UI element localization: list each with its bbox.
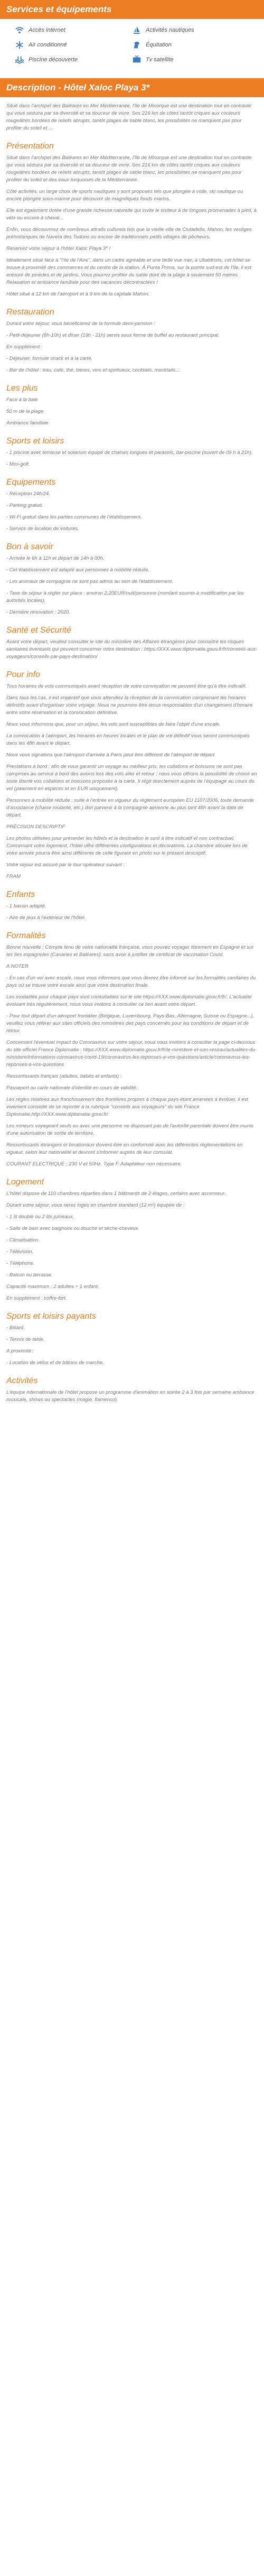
section (6, 626, 258, 661)
section-title: Présentation (6, 142, 54, 151)
section-paragraph: - Parking gratuit. (6, 503, 43, 508)
section-paragraph: L'équipe internationale de l'hôtel propose un programme d'animation en soirée 2 à 3 fois par semaine ambiance musicale, shows ou spectacles (magie, flamenco). (6, 1389, 254, 1403)
section (6, 1178, 258, 1302)
pool-icon (15, 55, 24, 64)
section (6, 1312, 258, 1367)
section-paragraph: - Dernière rénovation : 2020. (6, 609, 70, 615)
section-paragraph: - Les animaux de compagnie ne sont pas admis au sein de l'établissement. (6, 579, 174, 585)
section-paragraph: - Taxe de séjour à régler sur place : environ 2,20EUR/nuit/personne (montant soumis à modification par les autorités locales). (6, 590, 244, 604)
section-paragraph: Concernant l'éventuel impact du Coronavirus sur votre séjour, nous vous invitons à consulter la page ci-dessous du site officiel France Diplomatie : https://XXX.www.diplomatie.gouv.fr/fr/le-ministere-et-son-reseau/actualites-du-ministere/informations-coronavirus-covid-19/coronavirus-les-reponses-a-vos-questions/article/coronavirus-les-reponses-a-vos-questions (6, 1040, 257, 1068)
feature-piscine (15, 55, 132, 64)
section-paragraph: Dans tous les cas, il est impératif que vous attendiez la réception de la convocation comprenant les horaires définitifs avant d'organiser votre voyage. Nous ne pourrons être tenus responsables d'un changement d'horaire entre votre réservation et la convocation définitive. (6, 695, 253, 716)
section-paragraph: Face à la baie (6, 397, 38, 403)
section-paragraph: A proximité : (6, 1348, 34, 1354)
section-title: Bon à savoir (6, 542, 53, 551)
section (6, 308, 258, 374)
section-paragraph: - Wi-Fi gratuit dans les parties communes de l'établissement. (6, 514, 142, 520)
section-paragraph: - Billard. (6, 1325, 25, 1331)
section-paragraph: - Tennis de table. (6, 1337, 45, 1342)
feature-clim (15, 40, 132, 50)
section-title: Equipements (6, 478, 56, 487)
wifi-icon (15, 25, 24, 35)
section (6, 384, 258, 427)
section-paragraph: Durant votre séjour, vous serez logés en chambre standard (12 m²) équipée de : (6, 1202, 185, 1208)
section-paragraph: La convocation à l'aéroport, les horaires en heures locales et le plan de vol définitif vous seront communiqués dans les 48h avant le départ. (6, 733, 250, 746)
description-intro: Situé dans l'archipel des Baléares en Mer Méditerranée, l'île de Minorque est une destination tout en contraste qui vous séduira par sa diversité et sa douceur de vivre. Ses 216 km de côtes tantôt criques aux couleurs rougeâtres bordées de reliefs abrupts, tantôt plages de sable blanc, les possibilités ne manquent pas pour profiter du soleil et ... (6, 103, 252, 131)
feature-equitation (132, 40, 249, 50)
section-paragraph: - En cas d'un vol avec escale, nous vous informons que vous devrez être informé sur les formalités sanitaires du pays où se trouve votre escale ainsi que votre destination finale. (6, 975, 256, 988)
section-paragraph: - 1 bassin adapté. (6, 903, 46, 909)
section-paragraph: Réservez votre séjour à l'hôtel Xaloc Playa 3* ! (6, 246, 111, 252)
section-paragraph: Côté activités, un large choix de sports nautiques y sont proposés tels que plongée à voile, ski nautique ou encore plongée sous-marine pour découvrir de magnifiques fonds marins. (6, 189, 243, 202)
section (6, 670, 258, 881)
section-title: Sports et loisirs (6, 437, 64, 446)
section-paragraph: Enfin, vous découvrirez de nombreux attraits culturels tels que la vieille ville de Ciutadella, Mahon, les vestiges préhistoriques de Naveta des Tudons ou encore de traditionnels petits villages de pêcheurs. (6, 227, 252, 240)
section (6, 1376, 258, 1404)
section-paragraph: Les mineurs voyageant seuls ou avec une personne ne disposant pas de l'autorité parentale doivent être munis d'une autorisation de sortie de territoire. (6, 1123, 254, 1136)
section-paragraph: - Mini-golf. (6, 461, 30, 467)
section-paragraph: Passeport ou carte nationale d'identité en cours de validité. (6, 1085, 138, 1091)
section-paragraph: - Location de vélos et de bâtons de marche. (6, 1360, 104, 1366)
section-paragraph: Hôtel situé à 12 km de l'aéroport et à 9 km de la capitale Mahon. (6, 291, 150, 297)
section-paragraph: - Aire de jeux à l'extérieur de l'hôtel. (6, 915, 86, 921)
feature-label: Équitation (146, 42, 172, 48)
section-paragraph: En supplément : coffre-fort. (6, 1295, 67, 1301)
horse-icon (132, 40, 142, 50)
section (6, 542, 258, 616)
section-title: Sports et loisirs payants (6, 1312, 96, 1321)
section (6, 931, 258, 1168)
section-title: Pour info (6, 670, 41, 679)
section-title: Activités (6, 1376, 38, 1385)
section-paragraph: L'hôtel dispose de 110 chambres réparties dans 1 bâtiments de 2 étages, certains avec ascenseur. (6, 1191, 226, 1197)
section-paragraph: - Balcon ou terrasse. (6, 1272, 53, 1278)
feature-label: Accès internet (29, 27, 65, 33)
section-paragraph: Tous horaires de vols communiqués avant réception de votre convocation ne peuvent être qu'à titre indicatif. (6, 683, 247, 689)
section-paragraph: - Téléphone. (6, 1261, 35, 1266)
section-paragraph: - Service de location de voitures. (6, 526, 79, 532)
section-title: Les plus (6, 384, 38, 393)
services-list (0, 19, 264, 72)
section (6, 890, 258, 922)
section-paragraph: Ressortissants français (adultes, bébés et enfants) : (6, 1073, 122, 1079)
feature-nautique (132, 25, 249, 35)
section-paragraph: - Bar de l'hôtel : eau, café, thé, bières, vins et spiritueux, cocktails, mocktails... (6, 367, 180, 373)
section-paragraph: - Arrivée le 6h à 11h et départ de 14h à 00h. (6, 555, 105, 561)
section-paragraph: Avant votre départ, veuillez consulter le site du ministère des Affaires étrangères pour connaître les risques sanitaires éventuels qui peuvent concerner votre destination : https://XXX.www.diplomatie.gouv.fr/fr/conseils-aux-voyageurs/conseils-par-pays-destination/ (6, 639, 258, 660)
section-paragraph: Capacité maximum : 2 adultes + 1 enfant. (6, 1284, 99, 1290)
section-paragraph: Bonne nouvelle : Compte tenu de votre nationalité française, vous pouvez voyager librement en Espagne et sur les îles espagnoles (Canaries et Baléares), sans avoir à justifier de certificat de vaccination Covid. (6, 944, 254, 958)
section-paragraph: Les photos utilisées pour présenter les hôtels et la destination le sont à titre indicatif et non contractuel. Concernant votre logement, l'hôtel offre différentes configurations et décorations. La chambre allouée lors de votre arrivée pourra être ainsi différente de celle figurant en photo sur le présent descriptif. (6, 836, 248, 856)
section-paragraph: - Salle de bain avec baignoire ou douche et sèche-cheveux. (6, 1226, 139, 1231)
section-paragraph: Nous vous signalons que l'aéroport d'arrivée à Paris peut être différent de l'aéroport de départ. (6, 752, 216, 758)
sailboat-icon (132, 25, 142, 35)
section-paragraph: Elle est également dotée d'une grande richesse naturelle qui invite le visiteur à de longues promenades à pied, à vélo ou encore à cheval... (6, 208, 257, 221)
section-title: Restauration (6, 308, 54, 317)
description-content (0, 103, 264, 1404)
section (6, 142, 258, 298)
snowflake-icon (15, 40, 24, 50)
feature-label: Tv satellite (146, 57, 174, 63)
section-paragraph: FRAM (6, 874, 21, 879)
feature-internet (15, 25, 132, 35)
section-title: Santé et Sécurité (6, 626, 71, 635)
section-paragraph: Ambiance familiale (6, 420, 49, 426)
feature-label: Activités nautiques (146, 27, 194, 33)
section-paragraph: - Climatisation. (6, 1237, 40, 1243)
section-paragraph: - Télévision. (6, 1249, 34, 1255)
feature-label: Piscine découverte (29, 57, 78, 63)
sections-container (6, 142, 258, 1404)
section-paragraph: COURANT ELECTRIQUE : 230 V et 50Hz. Type F. Adaptateur non nécessaire. (6, 1161, 182, 1167)
section-paragraph: Idéalement situé face à "l'île de l'Aire", dans un cadre agréable et une belle vue mer, à Ubaldrons, cet hôtel se trouve à proximité des commerces et du centre de la station. À Punta Prima, sur la pointe sud-est de l'île, il est entouré de pinèdes et de jardins. Vous pourrez profiter du sable doré de la plage à seulement 50 mètres. Relaxation et ambiance familiale pour des vacances décontractées ! (6, 257, 251, 285)
section-paragraph: - Cet établissement est adapté aux personnes à mobilité réduite. (6, 567, 150, 573)
section-paragraph: - Réception 24h/24. (6, 491, 50, 497)
section-paragraph: A NOTER (6, 963, 29, 969)
section-paragraph: En supplément : (6, 344, 43, 350)
section-paragraph: Nous vous informons que, pour un séjour, les vols sont susceptibles de faire l'objet d'une escale. (6, 721, 221, 727)
section (6, 478, 258, 533)
section-paragraph: PRÉCISION DESCRIPTIF (6, 824, 65, 830)
feature-tv (132, 55, 249, 64)
section-paragraph: 50 m de la plage (6, 409, 44, 414)
section-paragraph: Personnes à mobilité réduite : suite à l'entrée en vigueur du règlement européen EU 1107/2006, toute demande d'assistance (chaise roulante, etc.) doit parvenir à la compagnie aérienne au plus tard 48h avant la date de départ. (6, 798, 254, 818)
section-paragraph: - Déjeuner, formule snack et à la carte. (6, 356, 93, 362)
section-paragraph: Ressortissants étrangers et binationaux doivent être en conformité avec les différentes réglementations en vigueur, selon leur nationalité et devront s'informer auprès de leur consulat. (6, 1142, 243, 1155)
section (6, 437, 258, 468)
services-banner: Services et équipements (0, 0, 264, 19)
section-paragraph: - Pour tout départ d'un aéroport frontalier (Belgique, Luxembourg, Pays-Bas, Allemagne, Suisse ou Espagne...), veuillez vous référer aux sites officiels des ministères des pays concernés pour les conditions de départ et de retour. (6, 1013, 254, 1034)
section-paragraph: Prestations à bord : afin de vous garantir un voyage au meilleur prix, les collations et boissons ne sont pas comprises au service à bord des avions lors des vols aller et retour ; nous vous offrons la possibilité de choisir en toute liberté vos collations et boissons proposés à la carte. Il régit directement auprès de l'équipage au cours du vol (paiement en espèces et en EUR uniquement). (6, 764, 257, 792)
description-banner: Description - Hôtel Xaloc Playa 3* (0, 78, 264, 97)
section-paragraph: - 1 lit double ou 2 lits jumeaux. (6, 1214, 74, 1220)
section-title: Enfants (6, 890, 35, 899)
section-paragraph: Les règles relatives aux franchissement des frontières propres à chaque pays étant amenées à évoluer, il est vivement conseillé de se reporter à la rubrique "conseils aux voyageurs" du site France Diplomatie,http://XXX.www.diplomatie.gouv.fr/ (6, 1097, 248, 1117)
feature-label: Air conditionné (29, 42, 67, 48)
section-paragraph: Situé dans l'archipel des Baléares en Mer Méditerranée, l'île de Minorque est une destination tout en contraste qui vous séduira par sa diversité et sa douceur de vivre. Ses 216 km de côtes tantôt criques aux couleurs rougeâtres bordées de reliefs abrupts, tantôt plages de sable blanc, les possibilités ne manquent pas pour profiter du soleil et des eaux turquoises de la Méditerranée. (6, 155, 252, 183)
section-paragraph: - 1 piscine avec terrasse et solarium équipé de chaises longues et parasols, bar-piscine (ouvert de 09 h à 21h). (6, 450, 253, 456)
section-title: Logement (6, 1178, 44, 1187)
section-paragraph: Votre séjour est assuré par le tour opérateur suivant : (6, 862, 125, 868)
section-title: Formalités (6, 931, 46, 940)
tv-icon (132, 55, 142, 64)
section-paragraph: Durant votre séjour, vous bénéficierez de la formule demi-pension : (6, 321, 155, 327)
section-paragraph: - Petit-déjeuner (8h-10h) et dîner (19h - 21h) servis sous forme de buffet au restaurant principal. (6, 332, 220, 338)
section-paragraph: Les modalités pour chaque pays sont consultables sur le site https://XXX.www.diplomatie.gouv.fr/fr/. L'actualité évoluant très régulièrement, nous vous invitons à consulter ce lien avant votre départ. (6, 994, 252, 1007)
